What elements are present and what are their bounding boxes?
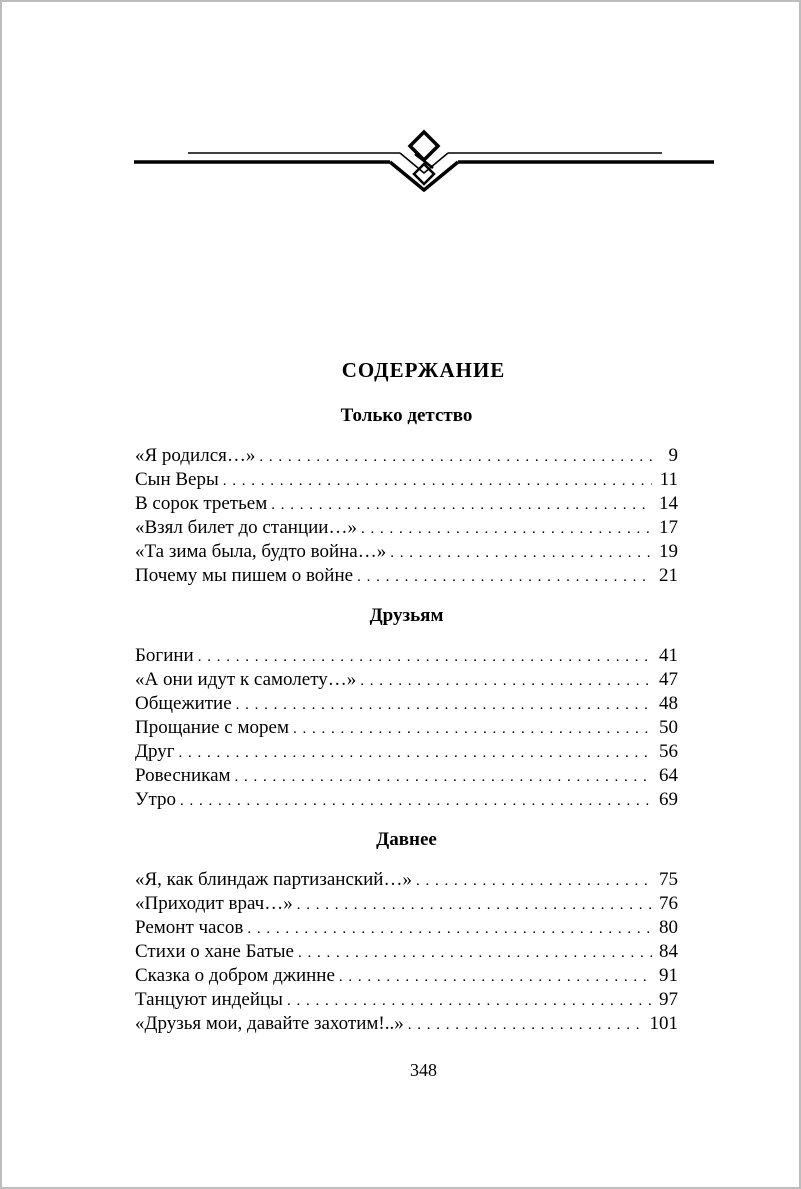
entry-title: «Я, как блиндаж партизанский…» (135, 869, 412, 890)
entry-page: 91 (659, 965, 678, 986)
toc-entry (135, 468, 678, 492)
dot-leader (390, 541, 652, 565)
toc-entry (135, 788, 678, 812)
dot-leader (297, 893, 652, 917)
entry-page: 17 (659, 517, 678, 538)
toc-entry (135, 868, 678, 892)
toc-entry (135, 940, 678, 964)
dot-leader (259, 445, 652, 469)
entry-title: Танцуют индейцы (135, 989, 283, 1010)
entry-title: Стихи о хане Батые (135, 941, 294, 962)
dot-leader (198, 645, 652, 669)
toc-entry (135, 564, 678, 588)
entry-page: 97 (659, 989, 678, 1010)
toc-section (135, 604, 678, 812)
entry-page: 64 (659, 765, 678, 786)
page-title: СОДЕРЖАНИЕ (341, 358, 506, 382)
toc-entry (135, 740, 678, 764)
dot-leader (179, 741, 652, 765)
entry-title: Сын Веры (135, 469, 219, 490)
entry-page: 11 (659, 469, 678, 490)
toc-entry (135, 644, 678, 668)
dot-leader (357, 565, 652, 589)
section-title: Друзьям (369, 605, 444, 626)
toc-section (135, 828, 678, 1036)
entry-page: 56 (659, 741, 678, 762)
entry-title: «Взял билет до станции…» (135, 517, 357, 538)
dot-leader (361, 517, 652, 541)
toc-entry (135, 892, 678, 916)
entry-page: 19 (659, 541, 678, 562)
entry-title: «Приходит врач…» (135, 893, 293, 914)
entry-title: «Друзья мои, давайте захотим!..» (135, 1013, 404, 1034)
entry-title: «Та зима была, будто война…» (135, 541, 387, 562)
entry-page: 9 (668, 445, 678, 466)
entry-title: Прощание с морем (135, 717, 289, 738)
dot-leader (180, 789, 652, 813)
entry-page: 41 (659, 645, 678, 666)
entry-page: 14 (659, 493, 678, 514)
toc-entry (135, 964, 678, 988)
dot-leader (236, 693, 652, 717)
entry-title: «Я родился…» (135, 445, 256, 466)
entry-title: Почему мы пишем о войне (135, 565, 354, 586)
entry-page: 69 (659, 789, 678, 810)
entry-page: 21 (659, 565, 678, 586)
entry-title: Сказка о добром джинне (135, 965, 335, 986)
entry-page: 101 (649, 1013, 678, 1034)
dot-leader (293, 717, 652, 741)
toc-entry (135, 692, 678, 716)
entry-page: 47 (659, 669, 678, 690)
entry-title: «А они идут к самолету…» (135, 669, 357, 690)
section-title: Давнее (376, 829, 437, 850)
dot-leader (298, 941, 652, 965)
toc-entry (135, 764, 678, 788)
entry-page: 50 (659, 717, 678, 738)
page-number: 348 (410, 1060, 437, 1080)
dot-leader (247, 917, 652, 941)
dot-leader (223, 469, 652, 493)
entry-title: Утро (135, 789, 176, 810)
toc-entry (135, 1012, 678, 1036)
entry-page: 84 (659, 941, 678, 962)
toc-entry (135, 492, 678, 516)
ornament-divider-icon (132, 128, 716, 194)
toc-entry (135, 444, 678, 468)
toc-entry (135, 716, 678, 740)
entry-title: Ровесникам (135, 765, 231, 786)
dot-leader (416, 869, 652, 893)
dot-leader (235, 765, 652, 789)
entry-title: В сорок третьем (135, 493, 268, 514)
entry-page: 76 (659, 893, 678, 914)
dot-leader (271, 493, 652, 517)
toc-section (135, 404, 678, 588)
entry-title: Общежитие (135, 693, 232, 714)
section-title: Только детство (340, 405, 473, 426)
entry-title: Друг (135, 741, 175, 762)
entry-title: Ремонт часов (135, 917, 244, 938)
entry-page: 75 (659, 869, 678, 890)
toc-entry (135, 668, 678, 692)
dot-leader (339, 965, 652, 989)
entry-page: 48 (659, 693, 678, 714)
dot-leader (408, 1013, 646, 1037)
toc-entry (135, 916, 678, 940)
entry-title: Богини (135, 645, 194, 666)
dot-leader (287, 989, 652, 1013)
entry-page: 80 (659, 917, 678, 938)
dot-leader (360, 669, 652, 693)
toc-entry (135, 540, 678, 564)
toc-entry (135, 988, 678, 1012)
toc-entry (135, 516, 678, 540)
table-of-contents (135, 404, 678, 1052)
